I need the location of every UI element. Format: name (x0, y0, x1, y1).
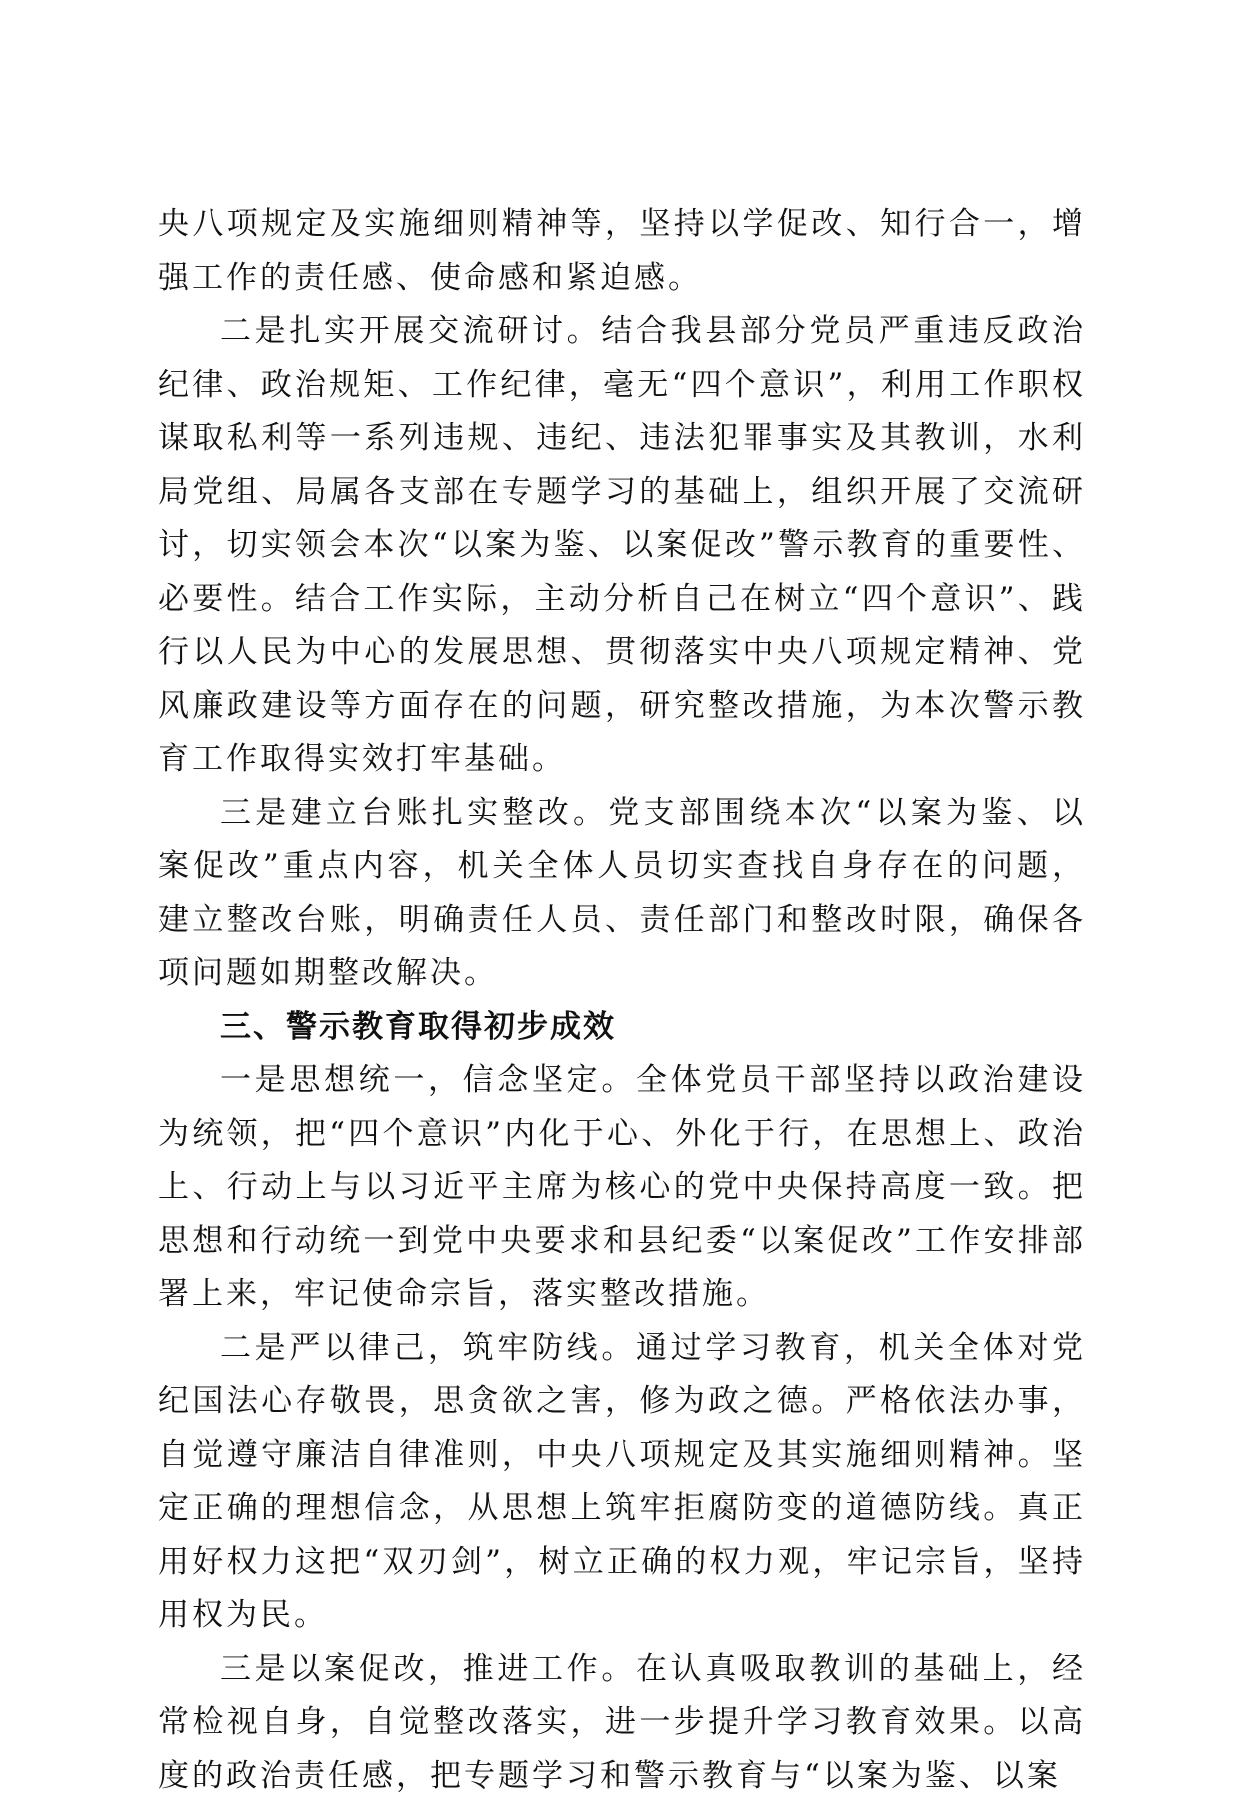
paragraph-promote-work: 三是以案促改，推进工作。在认真吸取教训的基础上，经常检视自身，自觉整改落实，进一步提升学习教育效果。以高度的政治责任感，把专题学习和警示教育与“以案为鉴、以案 (158, 1643, 1086, 1803)
paragraph-self-discipline: 二是严以律己，筑牢防线。通过学习教育，机关全体对党纪国法心存敬畏，思贪欲之害，修为政之德。严格依法办事，自觉遵守廉洁自律准则，中央八项规定及其实施细则精神。坚定正确的理想信念，从思想上筑牢拒腐防变的道德防线。真正用好权力这把“双刃剑”，树立正确的权力观，牢记宗旨，坚持用权为民。 (158, 1322, 1086, 1643)
document-page (158, 198, 1086, 1803)
section-heading: 三、警示教育取得初步成效 (158, 1001, 1086, 1055)
paragraph-unified-thinking: 一是思想统一，信念坚定。全体党员干部坚持以政治建设为统领，把“四个意识”内化于心、外化于行，在思想上、政治上、行动上与以习近平主席为核心的党中央保持高度一致。把思想和行动统一到党中央要求和县纪委“以案促改”工作安排部署上来，牢记使命宗旨，落实整改措施。 (158, 1054, 1086, 1322)
continuation-paragraph: 央八项规定及实施细则精神等，坚持以学促改、知行合一，增强工作的责任感、使命感和紧迫感。 (158, 198, 1086, 305)
paragraph-exchange-discussion: 二是扎实开展交流研讨。结合我县部分党员严重违反政治纪律、政治规矩、工作纪律，毫无“四个意识”，利用工作职权谋取私利等一系列违规、违纪、违法犯罪事实及其教训，水利局党组、局属各支部在专题学习的基础上，组织开展了交流研讨，切实领会本次“以案为鉴、以案促改”警示教育的重要性、必要性。结合工作实际，主动分析自己在树立“四个意识”、践行以人民为中心的发展思想、贯彻落实中央八项规定精神、党风廉政建设等方面存在的问题，研究整改措施，为本次警示教育工作取得实效打牢基础。 (158, 305, 1086, 787)
paragraph-rectification-ledger: 三是建立台账扎实整改。党支部围绕本次“以案为鉴、以案促改”重点内容，机关全体人员切实查找自身存在的问题，建立整改台账，明确责任人员、责任部门和整改时限，确保各项问题如期整改解决。 (158, 787, 1086, 1001)
